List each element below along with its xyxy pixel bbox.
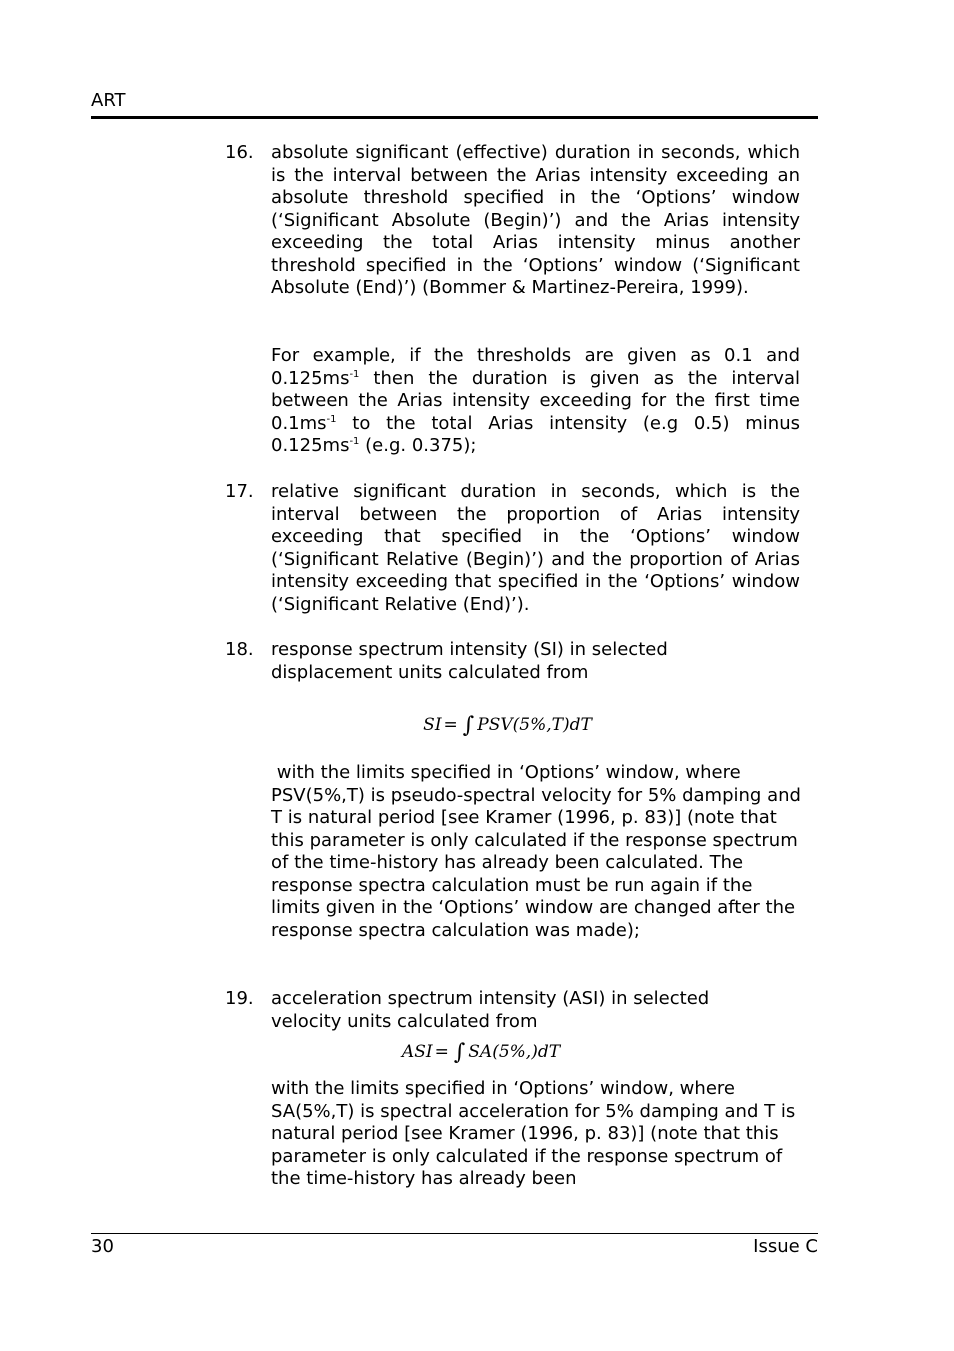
- integral-icon: ∫: [462, 713, 475, 738]
- item-18-intro-line-2: displacement units calculated from: [271, 661, 589, 683]
- item-16-example: [271, 345, 800, 458]
- superscript-1: -1: [349, 368, 360, 380]
- si-formula-equals: =: [443, 715, 458, 735]
- asi-formula-lhs: ASI: [401, 1042, 433, 1062]
- header-title: ART: [91, 90, 126, 111]
- item-16-example-text-3: to the total Arias intensity (e.g 0.5) minus 0.125ms: [271, 412, 800, 456]
- issue-label: Issue C: [753, 1236, 818, 1257]
- footer-rule: [91, 1233, 818, 1234]
- asi-formula-equals: =: [434, 1042, 449, 1062]
- item-number-17: 17.: [225, 481, 254, 502]
- item-16-paragraph: absolute significant (effective) duration in seconds, which is the interval between the Arias intensity exceeding an absolute threshold specified in the ‘Options’ window (‘Significant Absolute (Begin)’) and the Arias intensity exceeding the total Arias intensity minus another threshold specified in the ‘Options’ window (‘Significant Absolute (End)’) (Bommer & Martinez-Pereira, 1999).: [271, 142, 800, 298]
- integral-icon: ∫: [453, 1040, 466, 1065]
- asi-formula: [271, 1040, 691, 1065]
- item-number-18: 18.: [225, 639, 254, 660]
- superscript-3: -1: [349, 436, 360, 447]
- item-18-intro-line-1: response spectrum intensity (SI) in selected: [271, 639, 668, 660]
- superscript-2: -1: [326, 413, 337, 425]
- item-19-intro-line-2: velocity units calculated from: [271, 1010, 538, 1032]
- item-number-16: 16.: [225, 142, 254, 163]
- item-18-body: with the limits specified in ‘Options’ window, where PSV(5%,T) is pseudo-spectral velocity for 5% damping and T is natural period [see Kramer (1996, p. 83)] (note that this parameter is only calculated if the response spectrum of the time-history has already been calculated. The response spectra calculation must be run again if the limits given in the ‘Options’ window are changed after the response spectra calculation was made);: [271, 762, 807, 941]
- item-19-body: with the limits specified in ‘Options’ window, where SA(5%,T) is spectral acceleration for 5% damping and T is natural period [see Kramer (1996, p. 83)] (note that this parameter is only calculated if the response spectrum of the time-history has already been: [271, 1078, 796, 1189]
- item-16-example-text-1: For example, if the thresholds are given as 0.1 and 0.125ms: [271, 345, 800, 389]
- page-number: 30: [91, 1236, 114, 1257]
- item-number-19: 19.: [225, 988, 254, 1009]
- item-17-paragraph: relative significant duration in seconds, which is the interval between the proportion of Arias intensity exceeding that specified in the ‘Options’ window (‘Significant Relative (Begin)’) and the proportion of Arias intensity exceeding that specified in the ‘Options’ window (‘Significant Relative (End)’).: [271, 481, 800, 615]
- item-16-example-text-4: (e.g. 0.375);: [359, 435, 477, 456]
- si-formula-lhs: SI: [423, 715, 442, 735]
- item-16-example-text-2: then the duration is given as the interval between the Arias intensity exceeding for the first time 0.1ms: [271, 367, 800, 434]
- item-19-intro-line-1: acceleration spectrum intensity (ASI) in selected: [271, 988, 710, 1009]
- si-formula: [271, 713, 744, 738]
- item-19-intro: [271, 988, 800, 1033]
- item-18-intro: [271, 639, 800, 684]
- asi-formula-rhs: SA(5%,)dT: [468, 1042, 561, 1062]
- si-formula-rhs: PSV(5%,T)dT: [477, 715, 592, 735]
